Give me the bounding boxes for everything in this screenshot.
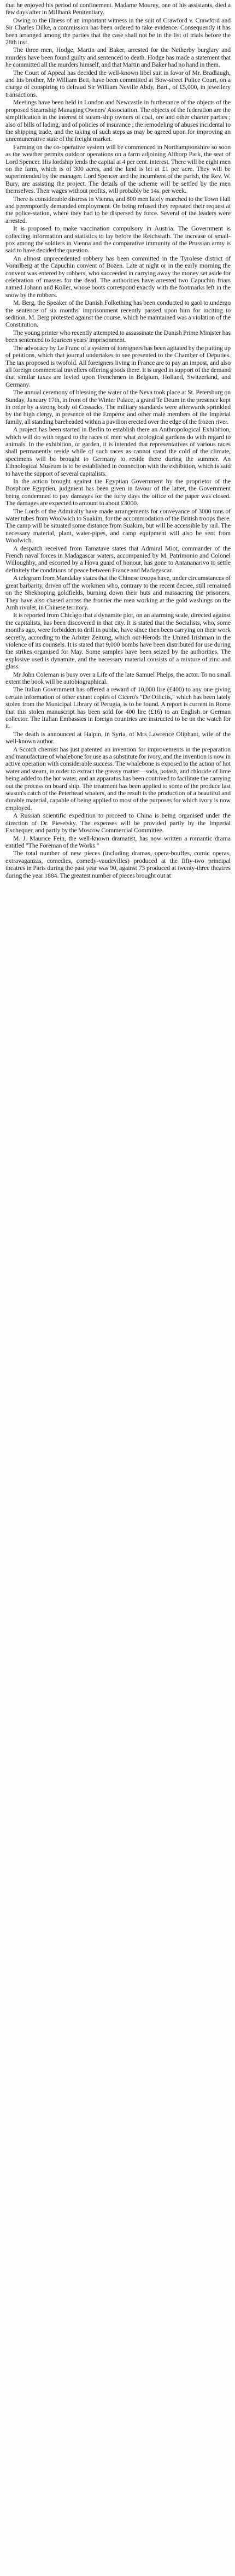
paragraph-steamship-association: Meetings have been held in London and Newcastle in furtherance of the objects of the proposed Steamship Managing Owners' Association. The objects of the federation are the simplification in the interest of steam-ship owners of coal, ore and other charter parties ; also of bills of lading, and of policies of insurance ; the remodeling of abuses incidental to the shipping trade, and the taking of such steps as may be agreed upon for improving an unremunerative state of the freight market. bbox=[5, 98, 231, 143]
paragraph-cooperative-farming: Farming on the co-operative system will be commenced in Northamptonshire so soon as the weather permits outdoor operations on a farm adjoining Althorp Park, the seat of Lord Spencer. His lordship lends the capital at 4 per cent. interest. There will be eight men on the farm, which is of 300 acres, and the land is let at £1 per acre. They will be superintended by the manager. Lord Spencer and the incumbent of the parish, the Rev. W. Bury, are assisting the project. The details of the scheme will be settled by the men themselves. Their wages without profits, will probably be 14s. per week. bbox=[5, 143, 231, 195]
paragraph-danish-speaker: M. Berg, the Speaker of the Danish Folkething has been conducted to gaol to undergo the sentence of six months' imprisonment recently passed upon him for inciting to sedition. M. Berg protested against the course, which he maintained was a violation of the Constitution. bbox=[5, 299, 231, 329]
paragraph-danish-printer: The young printer who recently attempted to assassinate the Danish Prime Minister has been sentenced to fourteen years' imprisonment. bbox=[5, 328, 231, 344]
paragraph-penitentiary: that he enjoyed his period of confinement. Madame Mourey, one of his assistants, died a few days after in Millbank Penitentiary. bbox=[5, 1, 231, 16]
paragraph-mandalay-telegram: A telegram from Mandalay states that the Chinese troops have, under circumstances of great barbarity, driven off the workmen who, contrary to the recent decree, still remained on the Shekhoping goldfields, burning down their huts and massacring the prisoners. They have also chased across the frontier the men working at the gold washings on the Amh rivulet, in Chinese territory. bbox=[5, 574, 231, 611]
paragraph-foreigners-tax: The advocacy by Le Franc of a system of foreigners has been agitated by the putting up of petitions, which that journal undertakes to see presented to the Chamber of Deputies. The tax proposed is twofold. All foreigners living in France are to pay an impost, and also all foreign commercial travellers offering goods there. It is urged in support of the demand that similar taxes are levied upon Frenchmen in Belgium, Holland, Switzerland, and Germany. bbox=[5, 344, 231, 388]
paragraph-bosphore-egyptien: In the action brought against the Egyptian Government by the proprietor of the Bosphore Egyptien, judgment has been given in favour of the latter, the Government being condemned to pay damages for the forty days the office of the paper was closed. The damages are expected to amount to about £3000. bbox=[5, 477, 231, 507]
paragraph-paris-theatres: The total number of new pieces (including dramas, opera-bouffes, comic operas, extravaganzas, comedies, comedy-vaudevilles) produced at the fifty-two principal theatres in Paris during the past year was 90, against 73 produced at twenty-three theatres during the year 1884. The greatest number of pieces brought out at bbox=[5, 849, 231, 879]
paragraph-convent-robbery: An almost unprecedented robbery has been committed in the Tyrolese district of Vorarlberg at the Capuchin convent of Bozen. Late at night or in the early morning the convent was entered by robbers, who succeeded in carrying away the money set aside for celebration of masses for the dead. The authorities have arrested two Capuchin friars named Johann and Koller, whose boots correspond exactly with the footmarks left in the snow by the robbers. bbox=[5, 254, 231, 299]
paragraph-russian-expedition: A Russian scientific expedition to proceed to China is being organised under the direction of Dr. Piesetsky. The expenses will be provided partly by the Imperial Exchequer, and partly by the Moscow Commercial Committee. bbox=[5, 812, 231, 834]
paragraph-netherby-burglary: The three men, Hodge, Martin and Baker, arrested for the Netherby burglary and murders have been found guilty and sentenced to death. Hodge has made a statement that he committed all the murders himself, and that Martin and Baker had no hand in them. bbox=[5, 46, 231, 69]
paragraph-phelps-biography: Mr John Coleman is busy over a Life of the late Samuel Phelps, the actor. To no small extent the book will be autobiographical. bbox=[5, 670, 231, 685]
paragraph-libel-suit: The Court of Appeal has decided the well-known libel suit in favor of Mr. Bradlaugh, and his brother, Mr William Bett, have been committed at Bow-street Police Court, on a charge of conspiring to defraud Sir William Neville Abdy, Bart., of £5,000, in jewellery transactions. bbox=[5, 68, 231, 98]
paragraph-dilke-commission: Owing to the illness of an important witness in the suit of Crawford v. Crawford and Sir Charles Dilke, a commission has been ordered to take evidence. Consequently it has been arranged among the parties that the case shall not be in the list of trials before the 28th inst. bbox=[5, 16, 231, 46]
paragraph-vienna-distress: There is considerable distress in Vienna, and 800 men lately marched to the Town Hall and peremptorily demanded employment. On being refused they repeated their request at the police-station, where they had to be dispersed by force. Several of the leaders were arrested. bbox=[5, 194, 231, 224]
paragraph-cicero-manuscript: The Italian Government has offered a reward of 10,000 lire (£400) to any one giving certain information of other extant copies of Cicero's "De Officiis," which has been lately stolen from the Municipal Library of Perugia, is to be found. A report is current in Rome that this stolen manuscript has been sold for 400 lire (£16) to an English or German collector. The Italian Embassies in foreign countries are instructed to be on the watch for it. bbox=[5, 685, 231, 730]
paragraph-whalebone-invention: A Scotch chemist has just patented an invention for improvements in the preparation and manufacture of whalebone for use as a substitute for ivory, and the invention is now in active operation with considerable success. The whalebone is exposed to the action of hot water and steam, in order to extract the greasy matter—soda, potash, and chloride of lime being added to the hot water, and an apparatus has been contrived to facilitate the carrying out the process on board ship. The treatment has been applied to some of the produce last season's catch of the Peterhead whalers, and the result is the production of a beautiful and durable material, capable of being applied to most of the purposes for which ivory is now employed. bbox=[5, 745, 231, 812]
paragraph-oliphant-death: The death is announced at Halpin, in Syria, of Mrs Lawrence Oliphant, wife of the well-known author. bbox=[5, 730, 231, 745]
paragraph-chicago-dynamite: It is reported from Chicago that a dynamite plot, on an alarming scale, directed against the capitalists, has been discovered in that city. It is stated that the Socialists, who, some months ago, were forbidden to drill in public, have since then been carrying on their work secretly, according to the Arbiter Zeitung, which out-Herods the United Irishman in the violence of its counsels. It is stated that 9,000 bombs have been distributed for use during the strikes organised for May. Some samples have been seized by the authorities. The explosive used is dynamite, and the necessary material consists of a mixture of zinc and glass. bbox=[5, 611, 231, 671]
paragraph-admiralty-suakim: The Lords of the Admiralty have made arrangements for conveyance of 3000 tons of water tubes from Woolwich to Suakim, for the accommodation of the British troops there. The camp will be situated some distance from Suakim, but will be accessible by rail. The necessary material, plant, water-pipes, and camp equipment will also be sent from Woolwich. bbox=[5, 507, 231, 544]
paragraph-fein-drama: M. J. Maurice Fein, the well-known dramatist, has now written a romantic drama entitled "The Foreman of the Works." bbox=[5, 834, 231, 849]
paragraph-tamatave-despatch: A despatch received from Tamatave states that Admiral Miot, commander of the French naval forces in Madagascar waters, accompanied by M. Patrimonio and Colonel Willoughby, and escorted by a Hova guard of honour, has gone to Antananarivo to settle definitely the conditions of peace between France and Madagascar. bbox=[5, 544, 231, 574]
paragraph-neva-blessing: The annual ceremony of blessing the water of the Neva took place at St. Petersburg on Sunday, January 17th, in front of the Winter Palace, a grand Te Deum in the presence kept in order by a strong body of Cossacks. The military standards were afterwards sprinkled by the high clergy, in presence of the Emperor and other male members of the Imperial family, all standing bareheaded within a pavilion erected over the edge of the frozen river. bbox=[5, 388, 231, 425]
paragraph-austria-vaccination: It is proposed to make vaccination compulsory in Austria. The Government is collecting information and statistics to lay before the Reichsrath. The increase of small-pox among the soldiers in Vienna and the comparative immunity of the Prussian army is said to have decided the question. bbox=[5, 224, 231, 254]
paragraph-berlin-exhibition: A project has been started in Berlin to establish there an Anthropological Exhibition, which will do with regard to the races of men what zoological gardens do with regard to animals. In the exhibition, or garden, it is intended that representatives of various races shall permanently reside while of such races as cannot stand the cold of the climate, specimens will be brought to Germany to reside there during the summer. An Ethnological Museum is to be established in connection with the exhibition, which is said to have the support of several capitalists. bbox=[5, 425, 231, 477]
